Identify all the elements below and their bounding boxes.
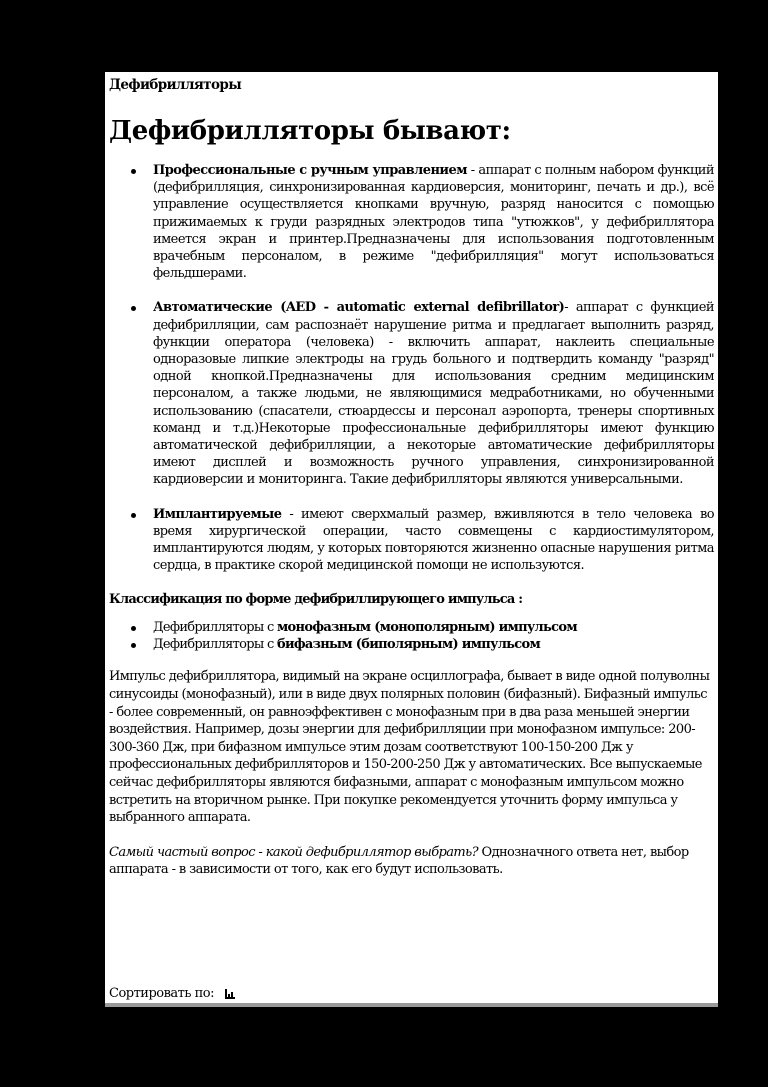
defibrillator-types-list (109, 162, 714, 574)
breadcrumb[interactable]: Дефибрилляторы (109, 77, 242, 93)
sort-icon[interactable] (224, 988, 236, 1000)
sort-control (109, 985, 236, 1002)
pulse-prefix: Дефибрилляторы с (153, 620, 277, 636)
type-term: Имплантируемые (153, 506, 282, 522)
pulse-types-list (109, 619, 714, 653)
type-description: - имеют сверхмалый размер, вживляются в тело человека во время хирургической операции, часто совмещены с кардиостимулятором, имплантируются людям, у которых повторяются жизненно опасные нарушения ритма сердца, в практике скорой медицинской помощи не используются. (153, 506, 714, 574)
type-term: Профессиональные с ручным управлением (153, 163, 467, 178)
pulse-paragraph: Импульс дефибриллятора, видимый на экране осциллографа, бывает в виде одной полуволны синусоиды (монофазный), или в виде двух полярных половин (бифазный). Бифазный импульс - более современный, он равноэффективен с монофазным при в два раза меньшей энергии воздействия. Например, дозы энергии для дефибрилляции при монофазном импульсе: 200-300-360 Дж, при бифазном импульсе этим дозам соответствуют 100-150-200 Дж у профессиональных дефибрилляторов и 150-200-250 Дж у автоматических. Все выпускаемые сейчас дефибрилляторы являются бифазными, аппарат с монофазным импульсом можно встретить на вторичном рынке. При покупке рекомендуется уточнить форму импульса у выбранного аппарата. (109, 669, 710, 826)
page-title: Дефибрилляторы бывают: (109, 116, 511, 146)
document-page (105, 72, 718, 1007)
list-item (153, 299, 714, 488)
type-term: Автоматические (AED - automatic external defibrillator) (153, 300, 565, 316)
page-bottom-border (105, 1003, 718, 1007)
pulse-prefix: Дефибрилляторы с (153, 637, 277, 653)
list-item (153, 619, 714, 636)
faq-paragraph (109, 844, 714, 879)
list-item (153, 636, 714, 653)
type-description: - аппарат с функцией дефибрилляции, сам распознаёт нарушение ритма и предлагает выполнить разряд, функции оператора (человека) - включить аппарат, наклеить специальные одноразовые липкие электроды на грудь больного и подтвердить команду "разряд" одной кнопкой.Предназначены для использования средним медицинским персоналом, а также людьми, не являющимися медработниками, но обученными использованию (спасатели, стюардессы и персонал аэропорта, тренеры спортивных команд и т.д.)Некоторые профессиональные дефибрилляторы имеют функцию автоматической дефибрилляции, а некоторые автоматические дефибрилляторы имеют дисплей и возможность ручного управления, синхронизированной кардиоверсии и мониторинга. Такие дефибрилляторы являются универсальными. (153, 300, 714, 488)
pulse-term: монофазным (монополярным) импульсом (276, 620, 577, 636)
classification-heading: Классификация по форме дефибриллирующего импульса : (109, 592, 523, 608)
pulse-term: бифазным (биполярным) импульсом (276, 637, 541, 653)
sort-label: Сортировать по: (109, 986, 214, 1001)
type-description: - аппарат с полным набором функций (дефибрилляция, синхронизированная кардиоверсия, мониторинг, печать и др.), всё управление осуществляется кнопками вручную, разряд наносится с помощью прижимаемых к груди разрядных электродов типа "утюжков", у дефибриллятора имеется экран и принтер.Предназначены для использования подготовленным врачебным персоналом, в режиме "дефибрилляция" могут использоваться фельдшерами. (153, 163, 714, 282)
list-item (153, 506, 714, 575)
faq-question: Самый частый вопрос - какой дефибриллятор выбрать? (109, 844, 478, 860)
list-item (153, 162, 714, 282)
faq-answer: Однозначного ответа нет, выбор аппарата - в зависимости от того, как его будут использовать. (109, 844, 689, 878)
